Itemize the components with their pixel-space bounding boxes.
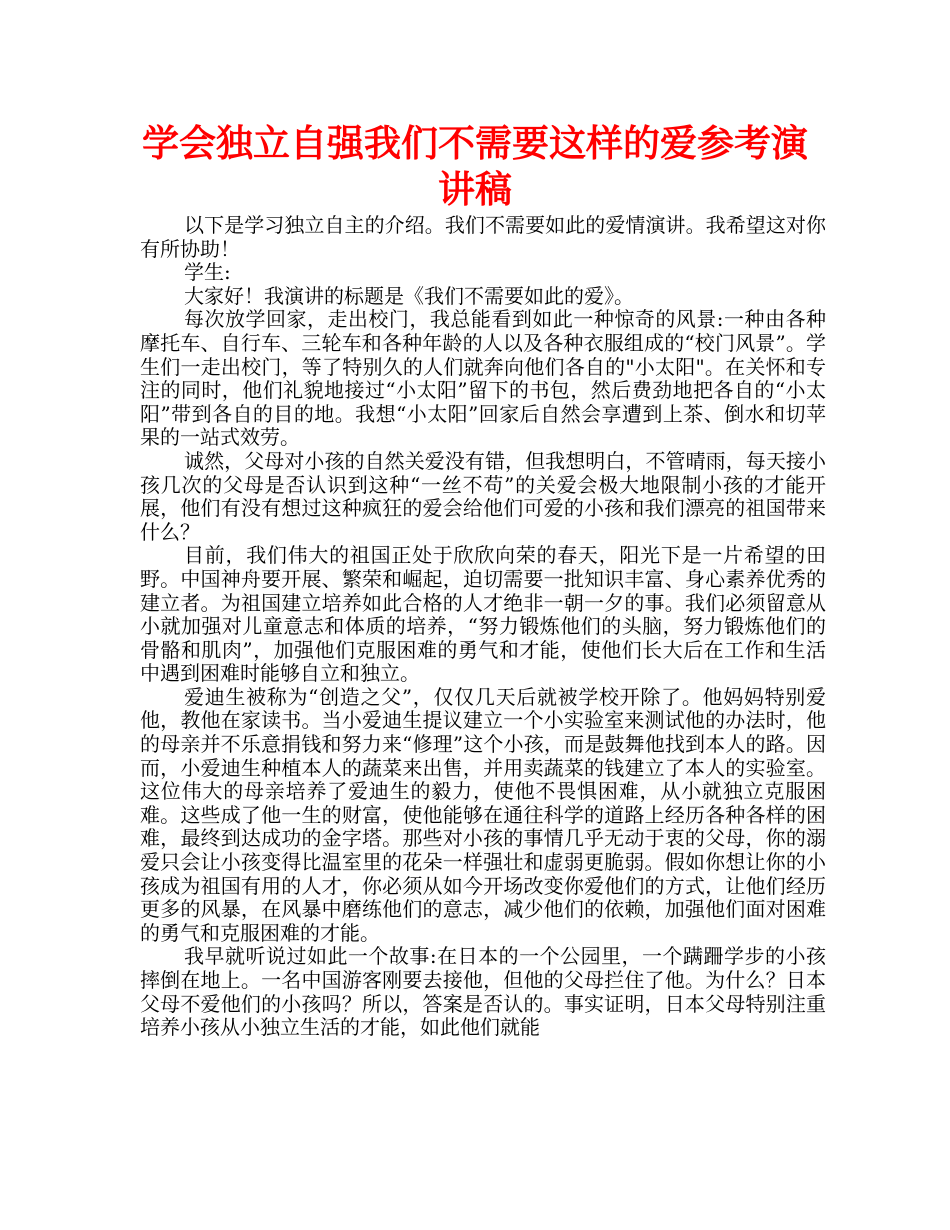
paragraph-school-gate: 每次放学回家，走出校门，我总能看到如此一种惊奇的风景:一种由各种摩托车、自行车、三轮车和各种年龄的人以及各种衣服组成的“校门风景”。学生们一走出校门，等了特别久的人们就奔向他们各自的"小太阳"。在关怀和专注的同时，他们礼貌地接过“小太阳”留下的书包，然后费劲地把各自的“小太阳”带到各自的目的地。我想“小太阳”回家后自然会享遭到上茶、倒水和切苹果的一站式效劳。	[140, 307, 826, 450]
paragraph-parental-love: 诚然，父母对小孩的自然关爱没有错，但我想明白，不管晴雨，每天接小孩几次的父母是否认识到这种“一丝不苟”的关爱会极大地限制小孩的才能开展，他们有没有想过这种疯狂的爱会给他们可爱的小孩和我们漂亮的祖国带来什么？	[140, 448, 826, 544]
paragraph-edison: 爱迪生被称为“创造之父”，仅仅几天后就被学校开除了。他妈妈特别爱他，教他在家读书。当小爱迪生提议建立一个小实验室来测试他的办法时，他的母亲并不乐意捐钱和努力来“修理”这个小孩，而是鼓舞他找到本人的路。因而，小爱迪生种植本人的蔬菜来出售，并用卖蔬菜的钱建立了本人的实验室。这位伟大的母亲培养了爱迪生的毅力，使他不畏惧困难，从小就独立克服困难。这些成了他一生的财富，使他能够在通往科学的道路上经历各种各样的困难，最终到达成功的金字塔。那些对小孩的事情几乎无动于衷的父母，你的溺爱只会让小孩变得比温室里的花朵一样强壮和虚弱更脆弱。假如你想让你的小孩成为祖国有用的人才，你必须从如今开场改变你爱他们的方式，让他们经历更多的风暴，在风暴中磨练他们的意志，减少他们的依赖，加强他们面对困难的勇气和克服困难的才能。	[140, 684, 826, 945]
paragraph-salutation: 学生:	[184, 260, 231, 285]
paragraph-intro: 以下是学习独立自主的介绍。我们不需要如此的爱情演讲。我希望这对你有所协助！	[140, 213, 826, 261]
document-title: 学会独立自强我们不需要这样的爱参考演讲稿	[142, 122, 808, 211]
paragraph-japan-story: 我早就听说过如此一个故事:在日本的一个公园里，一个蹒跚学步的小孩摔倒在地上。一名中国游客刚要去接他，但他的父母拦住了他。为什么？日本父母不爱他们的小孩吗？所以，答案是否认的。事实证明，日本父母特别注重培养小孩从小独立生活的才能，如此他们就能	[140, 944, 826, 1040]
document-body	[140, 214, 826, 1040]
paragraph-motherland: 目前，我们伟大的祖国正处于欣欣向荣的春天，阳光下是一片希望的田野。中国神舟要开展、繁荣和崛起，迫切需要一批知识丰富、身心素养优秀的建立者。为祖国建立培养如此合格的人才绝非一朝一夕的事。我们必须留意从小就加强对儿童意志和体质的培养，“努力锻炼他们的头脑，努力锻炼他们的骨骼和肌肉”，加强他们克服困难的勇气和才能，使他们长大后在工作和生活中遇到困难时能够自立和独立。	[140, 543, 826, 686]
paragraph-greeting: 大家好！我演讲的标题是《我们不需要如此的爱》。	[184, 283, 634, 308]
